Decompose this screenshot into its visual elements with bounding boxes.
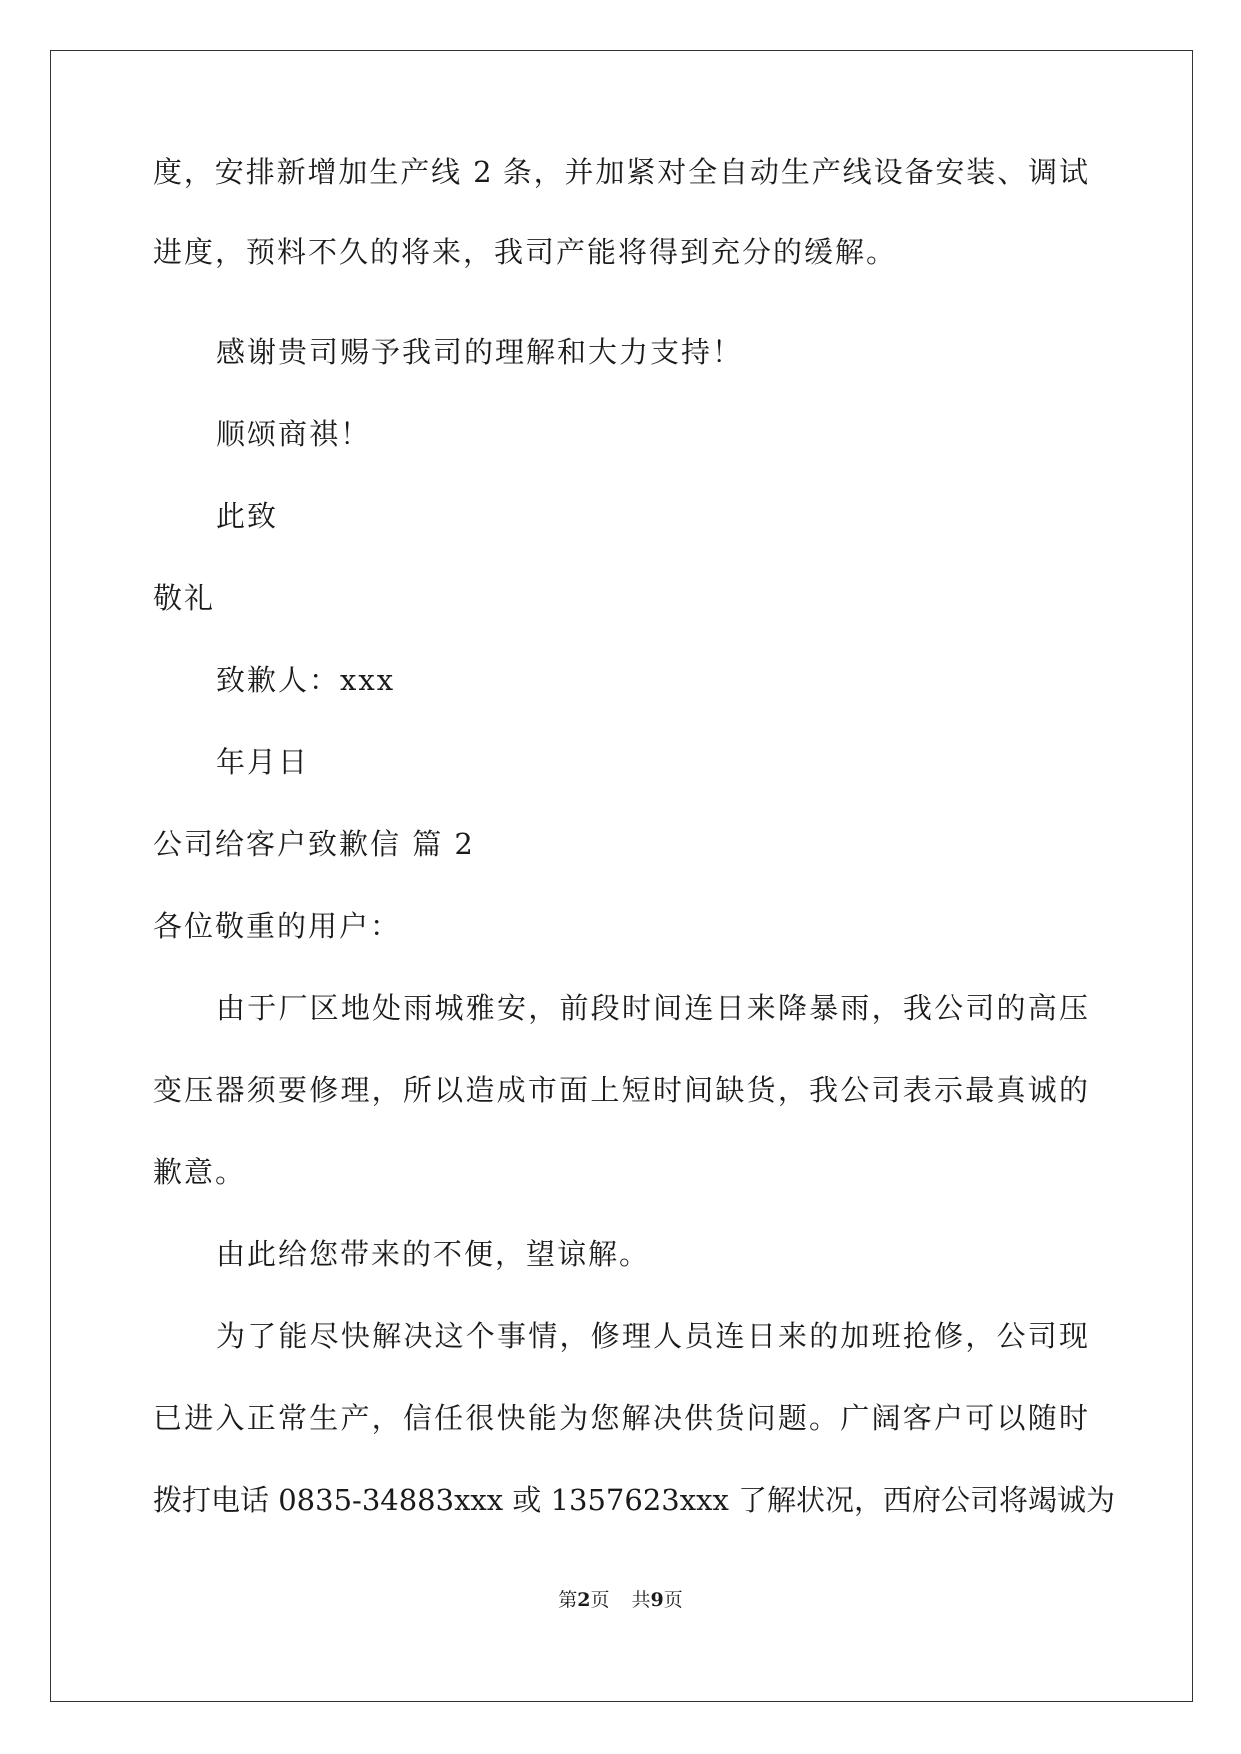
salute-line: 敬礼 <box>153 581 216 615</box>
total-prefix: 共 <box>631 1589 651 1611</box>
current-page-number: 2 <box>577 1589 591 1611</box>
page-suffix: 页 <box>590 1589 610 1611</box>
body-line-1: 度，安排新增加生产线 2 条，并加紧对全自动生产线设备安装、调试 <box>153 155 1088 189</box>
body-line-11: 由于厂区地处雨城雅安，前段时间连日来降暴雨，我公司的高压 <box>216 991 1088 1025</box>
thanks-line: 感谢贵司赐予我司的理解和大力支持！ <box>216 335 744 369</box>
body-line-14: 由此给您带来的不便，望谅解。 <box>216 1237 651 1271</box>
signature-line: 致歉人：xxx <box>216 663 396 697</box>
body-line-16: 已进入正常生产，信任很快能为您解决供货问题。广阔客户可以随时 <box>153 1401 1088 1435</box>
section-title: 公司给客户致歉信 篇 2 <box>153 827 475 861</box>
body-line-17: 拨打电话 0835-34883xxx 或 1357623xxx 了解状况，西府公司将竭诚为 <box>153 1483 1116 1517</box>
regards-line: 顺颂商祺！ <box>216 417 372 451</box>
body-line-13: 歉意。 <box>153 1155 247 1189</box>
body-line-15: 为了能尽快解决这个事情，修理人员连日来的加班抢修，公司现 <box>216 1319 1088 1353</box>
body-line-2: 进度，预料不久的将来，我司产能将得到充分的缓解。 <box>153 235 898 269</box>
closing-line: 此致 <box>216 499 279 533</box>
greeting-line: 各位敬重的用户： <box>153 909 402 943</box>
page-border <box>50 50 1193 1702</box>
total-page-number: 9 <box>650 1589 664 1611</box>
total-suffix: 页 <box>663 1589 683 1611</box>
page-prefix: 第 <box>558 1589 578 1611</box>
date-line: 年月日 <box>216 745 310 779</box>
body-line-12: 变压器须要修理，所以造成市面上短时间缺货，我公司表示最真诚的 <box>153 1073 1088 1107</box>
page-footer <box>0 1588 1241 1612</box>
